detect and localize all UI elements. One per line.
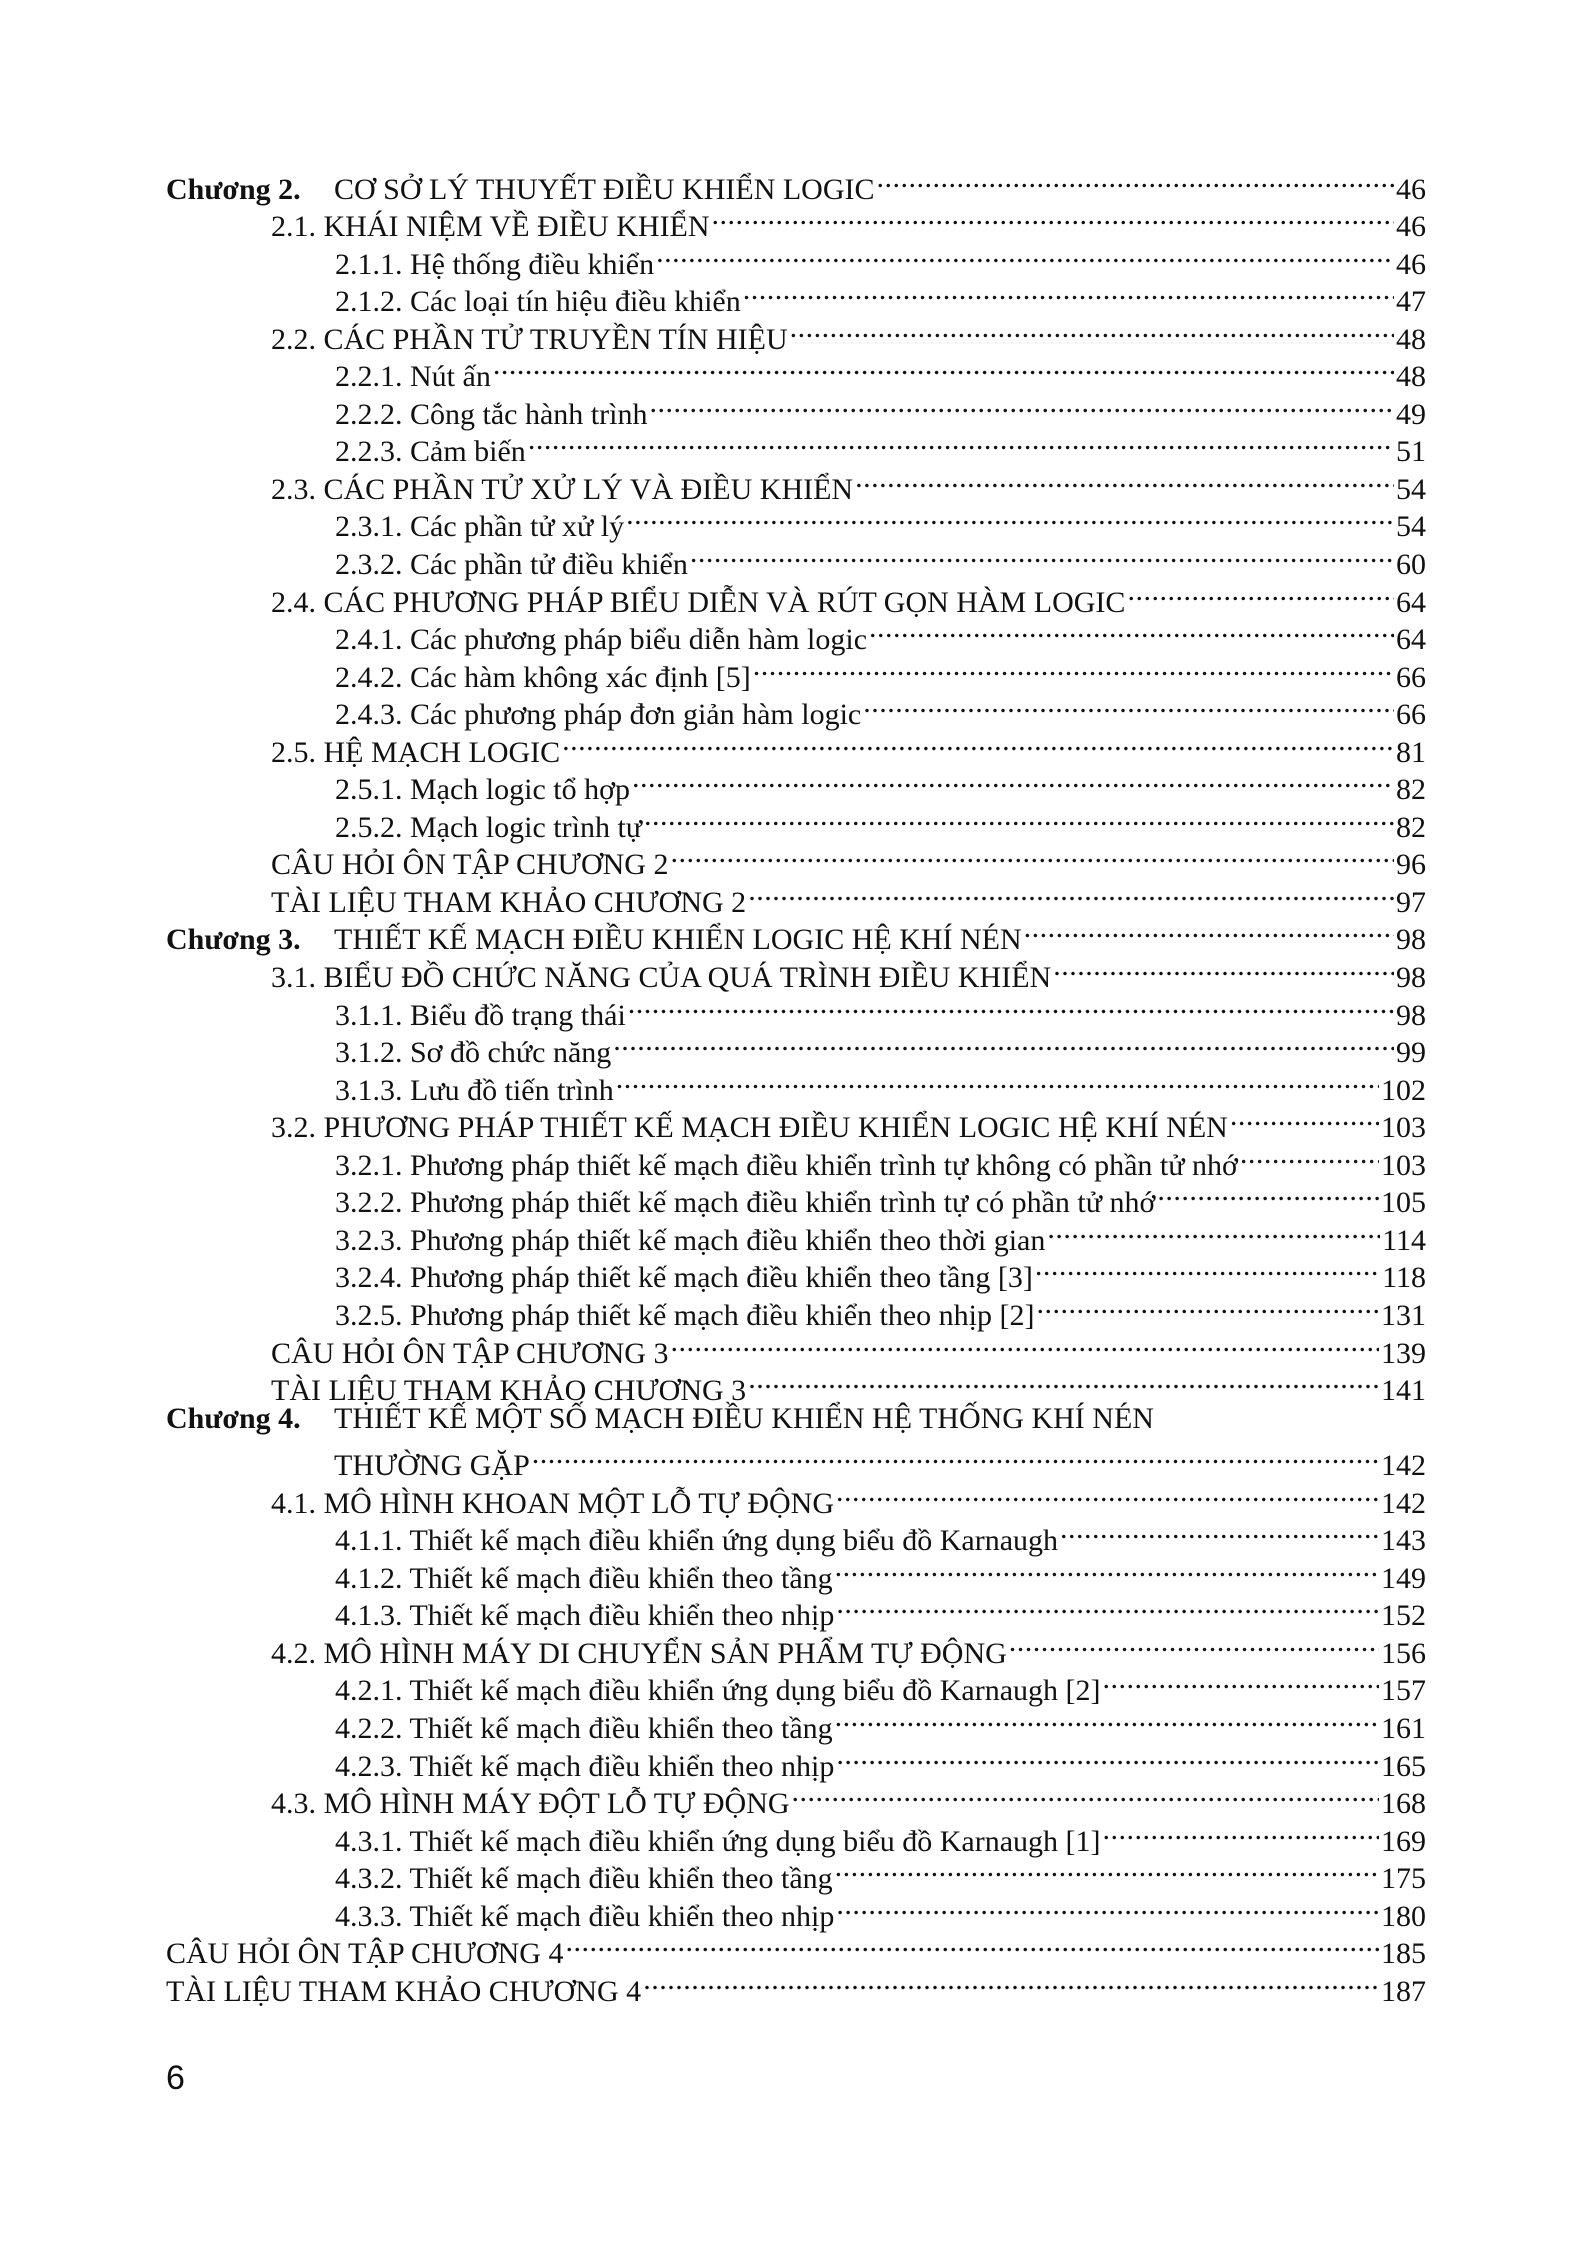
- page-ref: 46: [1396, 210, 1426, 244]
- dot-leader: [643, 1963, 1379, 2001]
- page-ref: 139: [1381, 1336, 1426, 1370]
- dot-leader: [649, 386, 1394, 424]
- entry-title: 3.2.2. Phương pháp thiết kế mạch điều khiển trình tự có phần tử nhớ: [335, 1186, 1156, 1220]
- dot-leader: [1009, 1625, 1379, 1663]
- entry-title: 4.2.2. Thiết kế mạch điều khiển theo tầng: [335, 1711, 833, 1745]
- page-ref: 161: [1381, 1711, 1426, 1745]
- page-ref: 60: [1396, 548, 1426, 582]
- dot-leader: [1037, 1287, 1380, 1325]
- dot-leader: [836, 1888, 1379, 1926]
- page-ref: 143: [1381, 1524, 1426, 1558]
- page-ref: 64: [1396, 585, 1426, 619]
- dot-leader: [863, 687, 1394, 725]
- dot-leader: [748, 1363, 1379, 1401]
- dot-leader: [712, 199, 1394, 237]
- dot-leader: [613, 1025, 1394, 1063]
- page-ref: 185: [1381, 1937, 1426, 1971]
- page-ref: 114: [1382, 1223, 1426, 1257]
- page-ref: 81: [1396, 735, 1426, 769]
- page-ref: 47: [1396, 285, 1426, 319]
- page-number: 6: [166, 2059, 185, 2097]
- entry-title: CÂU HỎI ÔN TẬP CHƯƠNG 4: [166, 1937, 564, 1971]
- entry-title: 2.4.1. Các phương pháp biểu diễn hàm logic: [335, 623, 868, 657]
- dot-leader: [690, 536, 1394, 574]
- dot-leader: [835, 1700, 1379, 1738]
- page-ref: 64: [1396, 623, 1426, 657]
- entry-title: 4.2.1. Thiết kế mạch điều khiển ứng dụng biểu đồ Karnaugh [2]: [335, 1674, 1101, 1708]
- page-ref: 96: [1396, 848, 1426, 882]
- entry-title: 2.3. CÁC PHẦN TỬ XỬ LÝ VÀ ĐIỀU KHIỂN: [271, 472, 854, 506]
- chapter-label: Chương 3.: [166, 923, 301, 957]
- page-ref: 152: [1381, 1599, 1426, 1633]
- page-ref: 82: [1396, 773, 1426, 807]
- entry-title: 4.2.3. Thiết kế mạch điều khiển theo nhịp: [335, 1749, 835, 1783]
- dot-leader: [836, 1588, 1379, 1626]
- page-ref: 98: [1396, 961, 1426, 995]
- entry-title: 3.2.5. Phương pháp thiết kế mạch điều khiển theo nhịp [2]: [335, 1298, 1035, 1332]
- page-ref: 187: [1381, 1974, 1426, 2008]
- dot-leader: [1047, 1212, 1380, 1250]
- page-ref: 118: [1382, 1261, 1426, 1295]
- page-ref: 103: [1381, 1111, 1426, 1145]
- page-ref: 48: [1396, 322, 1426, 356]
- entry-title: 4.2. MÔ HÌNH MÁY DI CHUYỂN SẢN PHẨM TỰ ĐỘNG: [271, 1636, 1007, 1670]
- page-ref: 142: [1381, 1449, 1426, 1483]
- dot-leader: [1230, 1100, 1379, 1138]
- entry-title: 2.2.2. Công tắc hành trình: [335, 397, 648, 431]
- chapter-title-line-1: THIẾT KẾ MỘT SỐ MẠCH ĐIỀU KHIỂN HỆ THỐNG KHÍ NÉN: [334, 1402, 1154, 1436]
- page-ref: 48: [1396, 360, 1426, 394]
- entry-title: 2.2. CÁC PHẦN TỬ TRUYỀN TÍN HIỆU: [271, 322, 788, 356]
- entry-title: 3.1.2. Sơ đồ chức năng: [335, 1036, 612, 1070]
- page-ref: 157: [1381, 1674, 1426, 1708]
- page-ref: 82: [1396, 810, 1426, 844]
- page-ref: 165: [1381, 1749, 1426, 1783]
- page-ref: 169: [1381, 1824, 1426, 1858]
- dot-leader: [644, 799, 1394, 837]
- entry-title: 2.3.1. Các phần tử xử lý: [335, 510, 625, 544]
- dot-leader: [670, 1325, 1379, 1363]
- entry-title: 2.4.2. Các hàm không xác định [5]: [335, 660, 751, 694]
- chapter-label: Chương 4.: [166, 1402, 301, 1436]
- entry-title: 4.3.2. Thiết kế mạch điều khiển theo tầng: [335, 1862, 833, 1896]
- dot-leader: [528, 424, 1394, 462]
- entry-title: 2.5.1. Mạch logic tổ hợp: [335, 773, 630, 807]
- table-of-contents: [166, 161, 1426, 2008]
- dot-leader: [626, 499, 1394, 537]
- entry-title: 2.1. KHÁI NIỆM VỀ ĐIỀU KHIỂN: [271, 210, 710, 244]
- dot-leader: [1157, 1175, 1379, 1213]
- entry-title: 3.2.3. Phương pháp thiết kế mạch điều khiển theo thời gian: [335, 1223, 1046, 1257]
- page-ref: 105: [1381, 1186, 1426, 1220]
- entry-title: 2.3.2. Các phần tử điều khiển: [335, 548, 688, 582]
- entry-title: CÂU HỎI ÔN TẬP CHƯƠNG 2: [271, 848, 669, 882]
- entry-title: 3.1. BIỂU ĐỒ CHỨC NĂNG CỦA QUÁ TRÌNH ĐIỀU KHIỂN: [271, 961, 1052, 995]
- entry-title: 4.3.1. Thiết kế mạch điều khiển ứng dụng biểu đồ Karnaugh [1]: [335, 1824, 1101, 1858]
- page-ref: 131: [1381, 1298, 1426, 1332]
- page-ref: 49: [1396, 397, 1426, 431]
- entry-title: 2.2.1. Nút ấn: [335, 360, 491, 394]
- page-ref: 142: [1381, 1486, 1426, 1520]
- dot-leader: [616, 1062, 1379, 1100]
- dot-leader: [562, 724, 1394, 762]
- entry-title: 2.5. HỆ MẠCH LOGIC: [271, 735, 561, 769]
- dot-leader: [1024, 912, 1394, 950]
- dot-leader: [1103, 1813, 1379, 1851]
- chapter-label: Chương 2.: [166, 172, 301, 206]
- entry-title: 4.3. MÔ HÌNH MÁY ĐỘT LỖ TỰ ĐỘNG: [271, 1787, 790, 1821]
- entry-title: TÀI LIỆU THAM KHẢO CHƯƠNG 3: [271, 1374, 747, 1408]
- entry-title: 2.5.2. Mạch logic trình tự: [335, 810, 643, 844]
- entry-title: 2.4.3. Các phương pháp đơn giản hàm logic: [335, 698, 862, 732]
- dot-leader: [855, 461, 1394, 499]
- entry-title: 2.1.2. Các loại tín hiệu điều khiển: [335, 285, 741, 319]
- page-ref: 98: [1396, 998, 1426, 1032]
- page-ref: 46: [1396, 247, 1426, 281]
- dot-leader: [670, 837, 1394, 875]
- page-ref: 54: [1396, 472, 1426, 506]
- dot-leader: [835, 1851, 1379, 1889]
- toc-chapter-4-heading-cont: [166, 1438, 1426, 1483]
- dot-leader: [836, 1475, 1379, 1513]
- dot-leader: [1103, 1663, 1379, 1701]
- dot-leader: [835, 1550, 1379, 1588]
- toc-chapter-4-heading: [166, 1400, 1426, 1438]
- page-ref: 156: [1381, 1636, 1426, 1670]
- entry-title: 4.3.3. Thiết kế mạch điều khiển theo nhịp: [335, 1899, 835, 1933]
- chapter-title: THIẾT KẾ MẠCH ĐIỀU KHIỂN LOGIC HỆ KHÍ NÉN: [334, 923, 1022, 957]
- dot-leader: [790, 311, 1394, 349]
- toc-chapter-2-heading: [166, 161, 1426, 206]
- page-ref: 66: [1396, 698, 1426, 732]
- entry-title: 2.1.1. Hệ thống điều khiển: [335, 247, 655, 281]
- entry-title: 3.2.4. Phương pháp thiết kế mạch điều khiển theo tầng [3]: [335, 1261, 1033, 1295]
- entry-title: 3.1.1. Biểu đồ trạng thái: [335, 998, 626, 1032]
- dot-leader: [748, 874, 1394, 912]
- entry-title: 2.2.3. Cảm biến: [335, 435, 526, 469]
- dot-leader: [1127, 574, 1394, 612]
- page-ref: 141: [1381, 1374, 1426, 1408]
- entry-title: 2.4. CÁC PHƯƠNG PHÁP BIỂU DIỄN VÀ RÚT GỌN HÀM LOGIC: [271, 585, 1126, 619]
- dot-leader: [743, 274, 1394, 312]
- page-ref: 97: [1396, 885, 1426, 919]
- entry-title: 3.1.3. Lưu đồ tiến trình: [335, 1073, 614, 1107]
- dot-leader: [656, 236, 1394, 274]
- page-ref: 175: [1381, 1862, 1426, 1896]
- page-ref: 168: [1381, 1787, 1426, 1821]
- dot-leader: [1053, 949, 1394, 987]
- page-ref: 98: [1396, 923, 1426, 957]
- page-ref: 99: [1396, 1036, 1426, 1070]
- entry-title: 4.1. MÔ HÌNH KHOAN MỘT LỖ TỰ ĐỘNG: [271, 1486, 834, 1520]
- dot-leader: [632, 762, 1394, 800]
- page-ref: 149: [1381, 1561, 1426, 1595]
- entry-title: 4.1.3. Thiết kế mạch điều khiển theo nhịp: [335, 1599, 835, 1633]
- dot-leader: [753, 649, 1394, 687]
- page-ref: 54: [1396, 510, 1426, 544]
- page-ref: 180: [1381, 1899, 1426, 1933]
- entry-title: 4.1.2. Thiết kế mạch điều khiển theo tầng: [335, 1561, 833, 1595]
- entry-title: TÀI LIỆU THAM KHẢO CHƯƠNG 4: [166, 1974, 642, 2008]
- entry-title: 3.2. PHƯƠNG PHÁP THIẾT KẾ MẠCH ĐIỀU KHIỂN LOGIC HỆ KHÍ NÉN: [271, 1111, 1228, 1145]
- chapter-title: CƠ SỞ LÝ THUYẾT ĐIỀU KHIỂN LOGIC: [334, 172, 875, 206]
- dot-leader: [877, 161, 1394, 199]
- page-ref: 46: [1396, 172, 1426, 206]
- dot-leader: [532, 1438, 1379, 1476]
- page-ref: 66: [1396, 660, 1426, 694]
- entry-title: 4.1.1. Thiết kế mạch điều khiển ứng dụng biểu đồ Karnaugh: [335, 1524, 1059, 1558]
- dot-leader: [1060, 1513, 1379, 1551]
- page-ref: 103: [1381, 1148, 1426, 1182]
- dot-leader: [836, 1738, 1379, 1776]
- page-ref: 102: [1381, 1073, 1426, 1107]
- dot-leader: [1240, 1137, 1379, 1175]
- chapter-title-line-2: THƯỜNG GẶP: [334, 1449, 530, 1483]
- page-ref: 51: [1396, 435, 1426, 469]
- dot-leader: [1035, 1250, 1380, 1288]
- entry-title: TÀI LIỆU THAM KHẢO CHƯƠNG 2: [271, 885, 747, 919]
- entry-title: 3.2.1. Phương pháp thiết kế mạch điều khiển trình tự không có phần tử nhớ: [335, 1148, 1238, 1182]
- dot-leader: [628, 987, 1394, 1025]
- dot-leader: [792, 1776, 1379, 1814]
- entry-title: CÂU HỎI ÔN TẬP CHƯƠNG 3: [271, 1336, 669, 1370]
- dot-leader: [565, 1926, 1379, 1964]
- dot-leader: [869, 612, 1394, 650]
- dot-leader: [493, 349, 1394, 387]
